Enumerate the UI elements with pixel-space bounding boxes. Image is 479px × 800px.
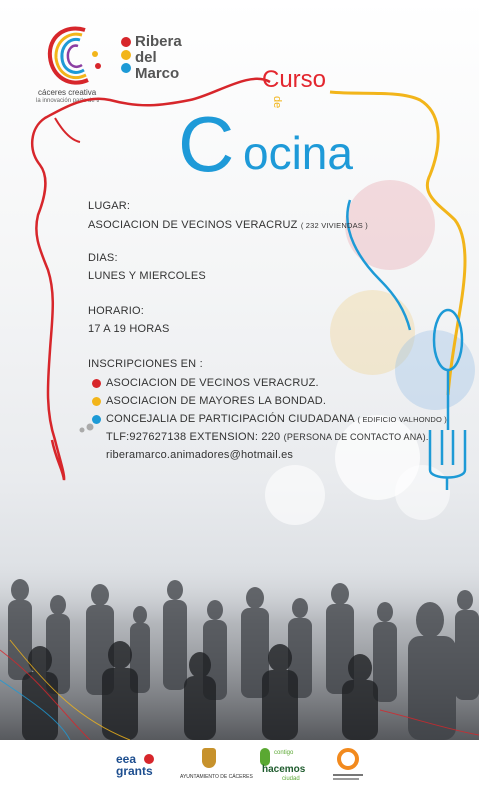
blue-bullet-icon	[92, 415, 101, 424]
ayuntamiento-text: AYUNTAMIENTO DE CÁCERES	[180, 774, 253, 780]
title-curso: Curso	[262, 66, 327, 93]
telefono-note: (PERSONA DE CONTACTO ANA).	[283, 432, 429, 442]
crowd-image	[0, 560, 479, 740]
dias-label: DIAS:	[88, 252, 118, 264]
title-de: de	[271, 96, 283, 109]
hacemos-text: hacemos	[262, 764, 306, 775]
orange-logo-lines	[333, 774, 363, 776]
crowd-photo	[0, 560, 479, 740]
inscripcion-item-3-text: CONCEJALIA DE PARTICIPACIÓN CIUDADANA	[106, 413, 355, 425]
lugar-value	[88, 219, 368, 231]
contigo-text: contigo	[274, 750, 294, 756]
ribera-line1: Ribera	[135, 33, 182, 50]
cc-brand-text: cáceres creativa	[38, 88, 97, 97]
dias-value: LUNES Y MIERCOLES	[88, 270, 206, 282]
telefono	[106, 431, 429, 443]
grants-text: grants	[116, 764, 153, 778]
footer	[0, 740, 479, 800]
eea-text: eea	[116, 752, 137, 766]
inscripcion-item-3	[106, 413, 447, 425]
eea-figure-icon	[144, 754, 154, 764]
inscripcion-item-3-note: ( EDIFICIO VALHONDO )	[357, 415, 447, 424]
orange-logo-lines-2	[333, 778, 359, 780]
ribera-line3: Marco	[135, 65, 180, 82]
horario-value: 17 A 19 HORAS	[88, 323, 170, 335]
cc-tagline-text: la innovación parte de ti	[36, 98, 100, 104]
telefono-text: TLF:927627138 EXTENSION: 220	[106, 431, 281, 443]
title-cocina-rest: ocina	[243, 127, 353, 179]
red-bullet-icon	[92, 379, 101, 388]
contigo-hacemos-ciudad-logo	[258, 748, 308, 788]
inscripcion-item-1: ASOCIACION DE VECINOS VERACRUZ.	[106, 377, 319, 389]
orange-circle-icon	[337, 748, 359, 770]
ayuntamiento-logo	[180, 748, 253, 788]
lugar-label: LUGAR:	[88, 200, 131, 212]
lugar-value-text: ASOCIACION DE VECINOS VERACRUZ	[88, 219, 298, 231]
orange-logo	[333, 748, 363, 788]
yellow-bullet-icon	[92, 397, 101, 406]
ciudad-text: ciudad	[282, 776, 300, 782]
horario-label: HORARIO:	[88, 305, 144, 317]
eea-grants-logo	[116, 752, 166, 788]
lugar-note: ( 232 VIVIENDAS )	[300, 221, 368, 230]
coat-of-arms-icon	[202, 748, 216, 768]
inscripcion-item-2: ASOCIACION DE MAYORES LA BONDAD.	[106, 395, 327, 407]
email[interactable]: riberamarco.animadores@hotmail.es	[106, 449, 294, 461]
title-cocina-c: C	[178, 100, 235, 188]
ribera-line2: del	[135, 49, 157, 66]
inscripciones-label: INSCRIPCIONES EN :	[88, 358, 203, 370]
